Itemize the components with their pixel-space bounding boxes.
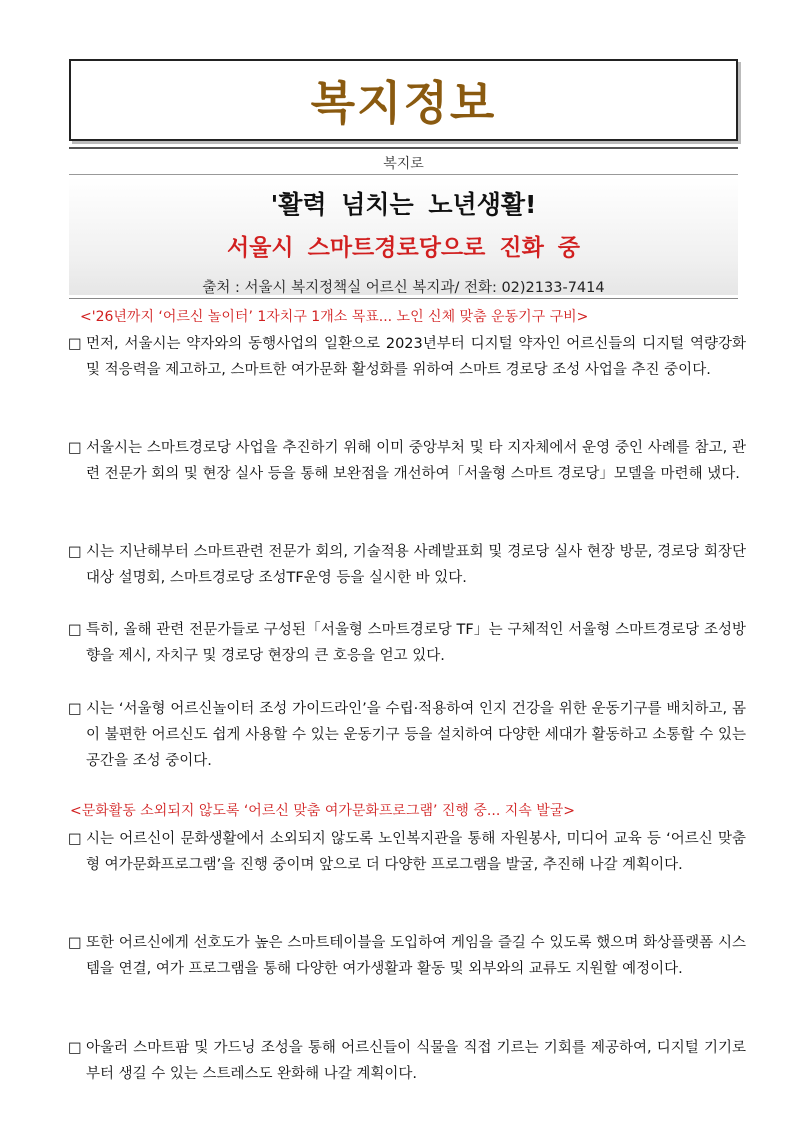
paragraph-5 <box>68 696 746 774</box>
page-title: 복지정보 <box>310 76 497 130</box>
paragraph-text: 시는 ‘서울형 어르신놀이터 조성 가이드라인’을 수립·적용하여 인지 건강을 위한 운동기구를 배치하고, 몸이 불편한 어르신도 쉽게 사용할 수 있는 운동기구 등을 설치하여 다양한 세대가 활동하고 소통할 수 있는 공간을 조성 중이다. <box>86 701 746 769</box>
bullet-box-icon: □ <box>68 701 82 717</box>
bullet-box-icon: □ <box>68 336 82 352</box>
divider-top <box>69 147 738 149</box>
section-label: 복지로 <box>383 156 424 172</box>
paragraph-2 <box>68 435 746 487</box>
paragraph-text: 시는 어르신이 문화생활에서 소외되지 않도록 노인복지관을 통해 자원봉사, 미디어 교육 등 ‘어르신 맞춤형 여가문화프로그램’을 진행 중이며 앞으로 더 다양한 프로그램을 발굴, 추진해 나갈 계획이다. <box>86 831 746 873</box>
bullet-box-icon: □ <box>68 544 82 560</box>
paragraph-text: 먼저, 서울시는 약자와의 동행사업의 일환으로 2023년부터 디지털 약자인 어르신들의 디지털 역량강화 및 적응력을 제고하고, 스마트한 여가문화 활성화를 위하여 스마트 경로당 조성 사업을 추진 중이다. <box>86 336 746 378</box>
paragraph-text: 아울러 스마트팜 및 가드닝 조성을 통해 어르신들이 식물을 직접 기르는 기회를 제공하여, 디지털 기기로부터 생길 수 있는 스트레스도 완화해 나갈 계획이다. <box>86 1040 746 1082</box>
bullet-box-icon: □ <box>68 440 82 456</box>
paragraph-7 <box>68 930 746 982</box>
paragraph-1 <box>68 331 746 383</box>
paragraph-6 <box>68 826 746 878</box>
paragraph-text: 또한 어르신에게 선호도가 높은 스마트테이블을 도입하여 게임을 즐길 수 있도록 했으며 화상플랫폼 시스템을 연결, 여가 프로그램을 통해 다양한 여가생활과 활동 및 외부와의 교류도 지원할 예정이다. <box>86 935 746 977</box>
paragraph-text: 서울시는 스마트경로당 사업을 추진하기 위해 이미 중앙부처 및 타 지자체에서 운영 중인 사례를 참고, 관련 전문가 회의 및 현장 실사 등을 통해 보완점을 개선하여「서울형 스마트 경로당」모델을 마련해 냈다. <box>86 440 746 482</box>
title-box <box>69 59 738 141</box>
divider-section <box>69 174 738 175</box>
paragraph-text: 특히, 올해 관련 전문가들로 구성된「서울형 스마트경로당 TF」는 구체적인 서울형 스마트경로당 조성방향을 제시, 자치구 및 경로당 현장의 큰 호응을 얻고 있다. <box>86 622 746 664</box>
subhead-2: <문화활동 소외되지 않도록 ‘어르신 맞춤 여가문화프로그램’ 진행 중... 지속 발굴> <box>70 803 576 819</box>
bullet-box-icon: □ <box>68 622 82 638</box>
paragraph-3 <box>68 539 746 591</box>
article-subheadline: 서울시 스마트경로당으로 진화 중 <box>226 235 581 261</box>
paragraph-8 <box>68 1035 746 1087</box>
bullet-box-icon: □ <box>68 831 82 847</box>
paragraph-text: 시는 지난해부터 스마트관련 전문가 회의, 기술적용 사례발표회 및 경로당 실사 현장 방문, 경로당 회장단 대상 설명회, 스마트경로당 조성TF운영 등을 실시한 바 있다. <box>86 544 746 586</box>
subhead-1: <'26년까지 ‘어르신 놀이터’ 1자치구 1개소 목표... 노인 신체 맞춤 운동기구 구비> <box>80 309 589 325</box>
bullet-box-icon: □ <box>68 1040 82 1056</box>
divider-header <box>69 298 738 299</box>
article-source: 출처 : 서울시 복지정책실 어르신 복지과/ 전화: 02)2133-7414 <box>202 280 605 296</box>
bullet-box-icon: □ <box>68 935 82 951</box>
paragraph-4 <box>68 617 746 669</box>
article-headline: '활력 넘치는 노년생활! <box>270 190 537 219</box>
